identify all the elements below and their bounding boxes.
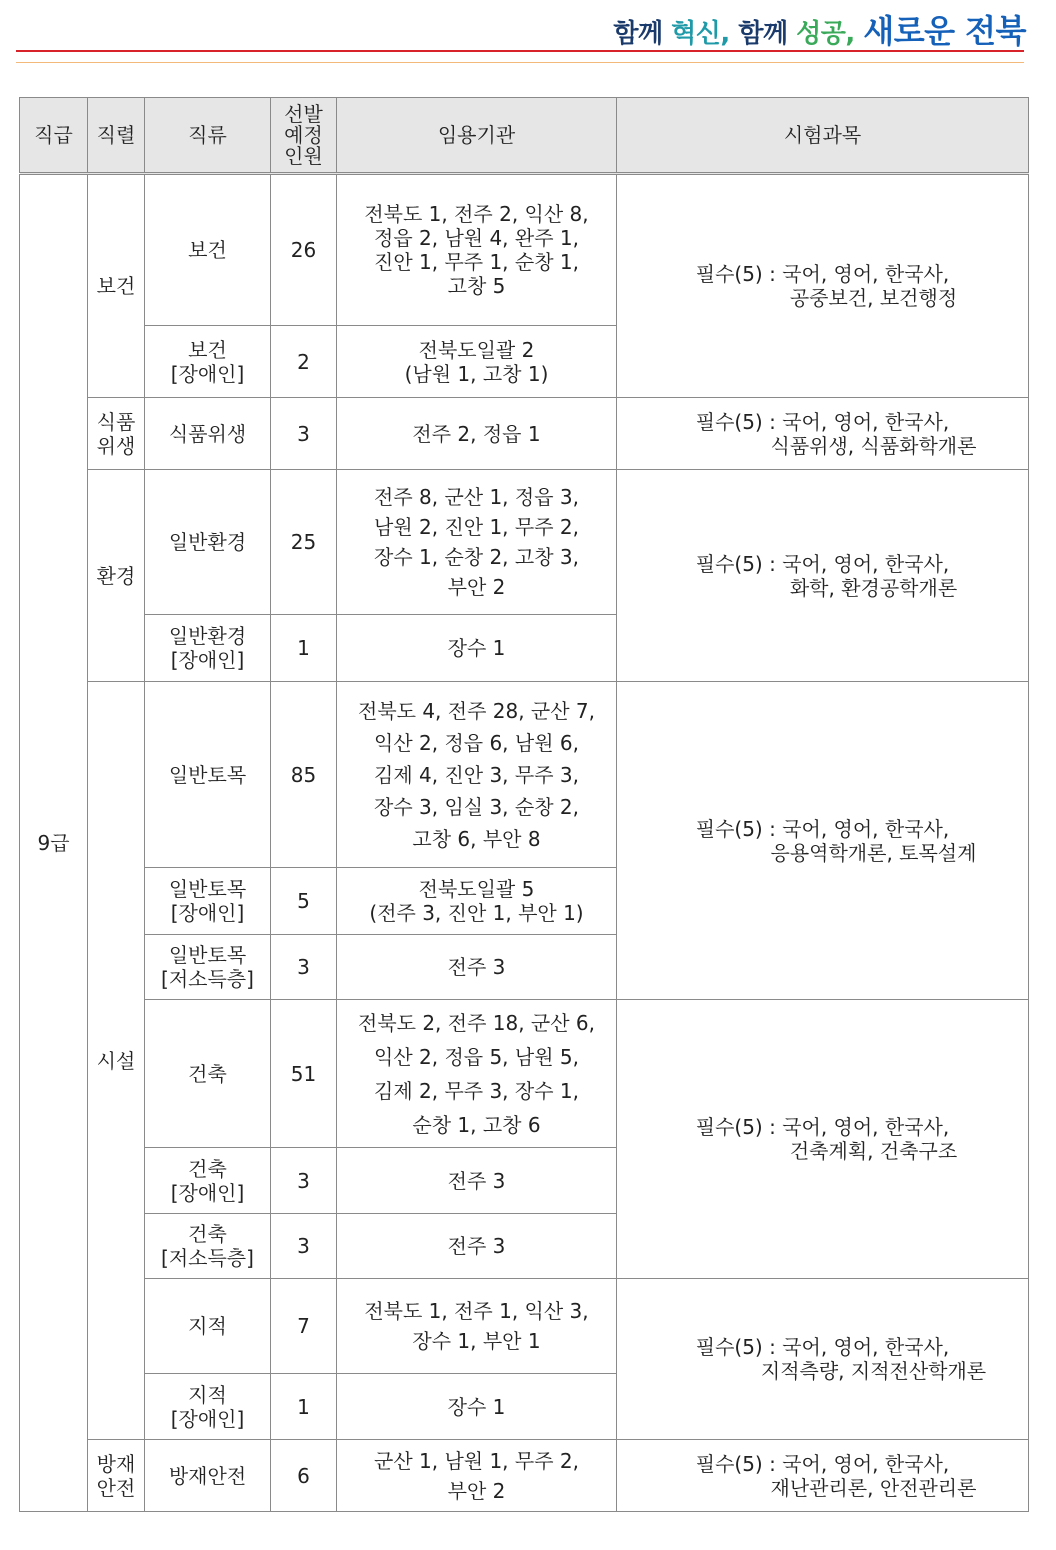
class-cell: 식품위생 bbox=[145, 398, 271, 470]
series-disaster bbox=[88, 1440, 145, 1512]
class-line: 일반환경 bbox=[168, 624, 247, 648]
agency-line: 전주 8, 군산 1, 정읍 3, bbox=[374, 485, 579, 509]
agency-cell bbox=[337, 1214, 617, 1279]
class-cell: 방재안전 bbox=[145, 1440, 271, 1512]
subjects-food bbox=[617, 398, 1029, 470]
table-row bbox=[20, 682, 1029, 868]
count-cell: 25 bbox=[271, 470, 337, 615]
table-row bbox=[20, 1000, 1029, 1148]
recruitment-table bbox=[19, 97, 1029, 1512]
subjects-line: 필수(5) : 국어, 영어, 한국사, bbox=[695, 1115, 950, 1139]
agency-line: 부안 2 bbox=[447, 1478, 506, 1503]
class-line: [저소득층] bbox=[161, 1246, 254, 1270]
subjects-line: 필수(5) : 국어, 영어, 한국사, bbox=[695, 551, 950, 576]
series-line: 방재 bbox=[96, 1451, 136, 1476]
slogan bbox=[613, 6, 1026, 52]
agency-line: 장수 1 bbox=[447, 1394, 506, 1419]
agency-cell bbox=[337, 1440, 617, 1512]
agency-line: 김제 2, 무주 3, 장수 1, bbox=[374, 1078, 579, 1103]
table-row bbox=[20, 470, 1029, 615]
count-cell: 51 bbox=[271, 1000, 337, 1148]
header-series: 직렬 bbox=[88, 98, 145, 174]
header-planned-line1: 선발 bbox=[284, 101, 323, 126]
class-cell bbox=[145, 326, 271, 398]
agency-line: (남원 1, 고창 1) bbox=[404, 361, 549, 386]
header-class: 직류 bbox=[145, 98, 271, 174]
agency-line: 장수 1 bbox=[447, 636, 506, 660]
count-cell: 85 bbox=[271, 682, 337, 868]
agency-line: 전주 3 bbox=[447, 955, 506, 979]
agency-cell bbox=[337, 174, 617, 326]
count-cell: 3 bbox=[271, 1214, 337, 1279]
agency-cell bbox=[337, 1000, 617, 1148]
series-env: 환경 bbox=[88, 470, 145, 682]
header-divider-red bbox=[16, 50, 1024, 52]
class-cell: 지적 bbox=[145, 1279, 271, 1374]
agency-line: 장수 3, 임실 3, 순창 2, bbox=[374, 794, 579, 819]
agency-cell bbox=[337, 470, 617, 615]
agency-line: 정읍 2, 남원 4, 완주 1, bbox=[374, 226, 579, 250]
count-cell: 3 bbox=[271, 1148, 337, 1214]
subjects-disaster bbox=[617, 1440, 1029, 1512]
class-line: [장애인] bbox=[170, 361, 245, 386]
agency-line: 부안 2 bbox=[447, 575, 506, 599]
agency-cell bbox=[337, 935, 617, 1000]
count-cell: 3 bbox=[271, 935, 337, 1000]
agency-line: 전북도 4, 전주 28, 군산 7, bbox=[358, 698, 595, 723]
class-line: 일반토목 bbox=[168, 943, 247, 967]
subjects-arch bbox=[617, 1000, 1029, 1279]
slogan-part-4: 성공, bbox=[796, 19, 864, 49]
series-health: 보건 bbox=[88, 174, 145, 398]
subjects-line: 필수(5) : 국어, 영어, 한국사, bbox=[695, 262, 950, 286]
subjects-line: 건축계획, 건축구조 bbox=[789, 1139, 958, 1163]
agency-line: 전북도일괄 2 bbox=[418, 337, 535, 362]
class-line: 일반토목 bbox=[168, 877, 247, 901]
subjects-civil bbox=[617, 682, 1029, 1000]
agency-line: 남원 2, 진안 1, 무주 2, bbox=[374, 515, 579, 539]
series-line: 식품 bbox=[96, 409, 136, 434]
header-agency: 임용기관 bbox=[337, 98, 617, 174]
agency-line: 김제 4, 진안 3, 무주 3, bbox=[374, 762, 579, 787]
table-header-row bbox=[20, 98, 1029, 174]
agency-line: 군산 1, 남원 1, 무주 2, bbox=[374, 1448, 579, 1473]
series-line: 위생 bbox=[96, 433, 136, 458]
class-line: [장애인] bbox=[170, 1406, 245, 1431]
subjects-cadastral bbox=[617, 1279, 1029, 1440]
slogan-part-3: 함께 bbox=[738, 19, 797, 49]
agency-cell bbox=[337, 615, 617, 682]
class-cell bbox=[145, 1374, 271, 1440]
subjects-line: 필수(5) : 국어, 영어, 한국사, bbox=[695, 1451, 950, 1476]
subjects-line: 필수(5) : 국어, 영어, 한국사, bbox=[695, 1335, 950, 1359]
agency-line: (전주 3, 진안 1, 부안 1) bbox=[369, 901, 584, 925]
agency-line: 전북도 1, 전주 2, 익산 8, bbox=[364, 202, 589, 226]
count-cell: 3 bbox=[271, 398, 337, 470]
class-cell bbox=[145, 935, 271, 1000]
agency-line: 전북도 2, 전주 18, 군산 6, bbox=[358, 1010, 595, 1035]
count-cell: 5 bbox=[271, 868, 337, 935]
class-cell bbox=[145, 615, 271, 682]
agency-line: 전주 2, 정읍 1 bbox=[412, 421, 541, 446]
agency-line: 전주 3 bbox=[447, 1234, 506, 1258]
class-line: [장애인] bbox=[170, 648, 245, 672]
grade-cell: 9급 bbox=[20, 174, 88, 1512]
table-row bbox=[20, 174, 1029, 326]
agency-cell bbox=[337, 398, 617, 470]
table-row bbox=[20, 398, 1029, 470]
agency-line: 진안 1, 무주 1, 순창 1, bbox=[374, 250, 579, 274]
subjects-line: 화학, 환경공학개론 bbox=[789, 575, 958, 600]
agency-cell bbox=[337, 868, 617, 935]
table-row bbox=[20, 1440, 1029, 1512]
agency-line: 장수 1, 부안 1 bbox=[412, 1329, 541, 1353]
class-line: [장애인] bbox=[170, 1180, 245, 1205]
class-line: 건축 bbox=[188, 1222, 227, 1246]
class-line: 건축 bbox=[188, 1156, 227, 1181]
subjects-env bbox=[617, 470, 1029, 682]
count-cell: 1 bbox=[271, 615, 337, 682]
table-row bbox=[20, 1279, 1029, 1374]
agency-line: 전북도 1, 전주 1, 익산 3, bbox=[364, 1299, 589, 1323]
subjects-line: 재난관리론, 안전관리론 bbox=[770, 1475, 977, 1500]
agency-line: 순창 1, 고창 6 bbox=[412, 1112, 541, 1137]
agency-cell bbox=[337, 326, 617, 398]
class-cell bbox=[145, 1148, 271, 1214]
subjects-line: 식품위생, 식품화학개론 bbox=[770, 433, 977, 458]
header-grade: 직급 bbox=[20, 98, 88, 174]
series-line: 안전 bbox=[96, 1475, 136, 1500]
count-cell: 2 bbox=[271, 326, 337, 398]
subjects-line: 필수(5) : 국어, 영어, 한국사, bbox=[695, 409, 950, 434]
class-cell bbox=[145, 1214, 271, 1279]
count-cell: 1 bbox=[271, 1374, 337, 1440]
subjects-line: 필수(5) : 국어, 영어, 한국사, bbox=[695, 816, 950, 841]
class-line: 보건 bbox=[188, 337, 227, 362]
agency-cell bbox=[337, 1279, 617, 1374]
header-divider-orange bbox=[16, 62, 1024, 63]
class-cell: 건축 bbox=[145, 1000, 271, 1148]
slogan-part-5: 새로운 전북 bbox=[863, 12, 1026, 50]
class-cell: 일반토목 bbox=[145, 682, 271, 868]
subjects-line: 지적측량, 지적전산학개론 bbox=[760, 1359, 987, 1383]
agency-line: 익산 2, 정읍 5, 남원 5, bbox=[374, 1044, 579, 1069]
header-subjects: 시험과목 bbox=[617, 98, 1029, 174]
page-header bbox=[0, 0, 1056, 70]
agency-cell bbox=[337, 1374, 617, 1440]
subjects-health bbox=[617, 174, 1029, 398]
agency-line: 익산 2, 정읍 6, 남원 6, bbox=[374, 730, 579, 755]
class-line: 지적 bbox=[188, 1382, 227, 1407]
agency-line: 전주 3 bbox=[447, 1168, 506, 1193]
agency-line: 전북도일괄 5 bbox=[418, 877, 535, 901]
slogan-part-2: 혁신, bbox=[671, 19, 739, 49]
header-planned-line3: 인원 bbox=[284, 143, 323, 168]
count-cell: 26 bbox=[271, 174, 337, 326]
header-planned-line2: 예정 bbox=[284, 122, 323, 147]
series-facility: 시설 bbox=[88, 682, 145, 1440]
class-line: [장애인] bbox=[170, 901, 245, 925]
class-cell: 보건 bbox=[145, 174, 271, 326]
subjects-line: 응용역학개론, 토목설계 bbox=[770, 840, 977, 865]
agency-line: 장수 1, 순창 2, 고창 3, bbox=[374, 545, 579, 569]
agency-cell bbox=[337, 682, 617, 868]
series-food bbox=[88, 398, 145, 470]
subjects-line: 공중보건, 보건행정 bbox=[789, 286, 958, 310]
count-cell: 7 bbox=[271, 1279, 337, 1374]
slogan-part-1: 함께 bbox=[613, 19, 672, 49]
agency-cell bbox=[337, 1148, 617, 1214]
class-cell bbox=[145, 868, 271, 935]
class-line: [저소득층] bbox=[161, 967, 254, 991]
agency-line: 고창 5 bbox=[447, 274, 506, 298]
class-cell: 일반환경 bbox=[145, 470, 271, 615]
count-cell: 6 bbox=[271, 1440, 337, 1512]
agency-line: 고창 6, 부안 8 bbox=[412, 826, 541, 851]
header-planned-count bbox=[271, 98, 337, 174]
